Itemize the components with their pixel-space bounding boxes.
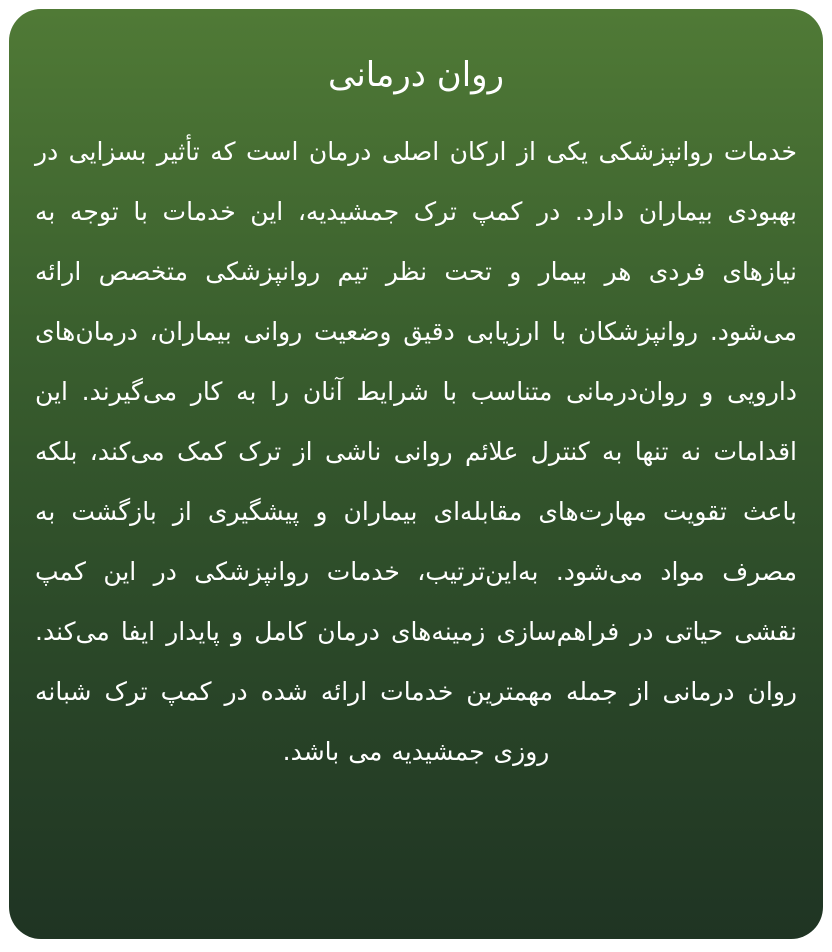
card-title: روان درمانی bbox=[328, 55, 504, 95]
card-description: خدمات روانپزشکی یکی از ارکان اصلی درمان است که تأثیر بسزایی در بهبودی بیماران دارد. در کمپ ترک جمشیدیه، این خدمات با توجه به نیازهای فردی هر بیمار و تحت نظر تیم روانپزشکی متخصص ارائه می‌شود. روانپزشکان با ارزیابی دقیق وضعیت روانی بیماران، درمان‌های دارویی و روان‌درمانی متناسب با شرایط آنان را به کار می‌گیرند. این اقدامات نه تنها به کنترل علائم روانی ناشی از ترک کمک می‌کند، بلکه باعث تقویت مهارت‌های مقابله‌ای بیماران و پیشگیری از بازگشت به مصرف مواد می‌شود. به‌این‌ترتیب، خدمات روانپزشکی در این کمپ نقشی حیاتی در فراهم‌سازی زمینه‌های درمان کامل و پایدار ایفا می‌کند. روان درمانی از جمله مهمترین خدمات ارائه شده در کمپ ترک شبانه روزی جمشیدیه می باشد. bbox=[35, 137, 797, 766]
service-card bbox=[9, 9, 823, 939]
